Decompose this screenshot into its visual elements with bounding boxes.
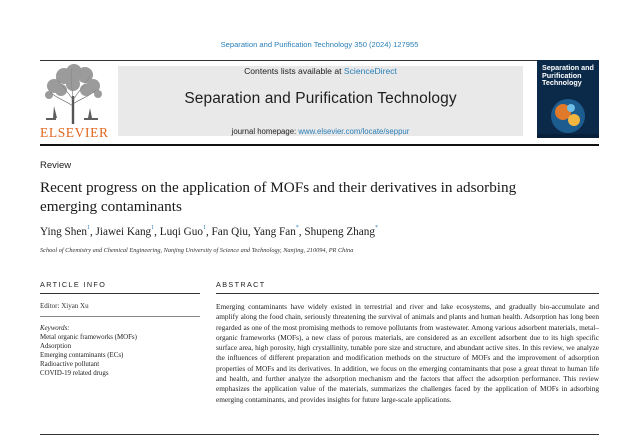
- author-footnote-mark[interactable]: 1: [151, 225, 155, 231]
- author-affiliation: School of Chemistry and Chemical Engineering, Nanjing University of Science and Technology, Nanjing, 210094, PR China: [40, 247, 354, 254]
- corresponding-author-mark[interactable]: *: [374, 225, 378, 231]
- abstract-rule: [216, 293, 599, 294]
- author[interactable]: Ying Shen$^1$: [40, 225, 90, 238]
- keywords-block: [40, 324, 200, 379]
- editor-divider: [40, 316, 200, 317]
- keyword-item: Metal organic frameworks (MOFs): [40, 334, 137, 342]
- sciencedirect-link[interactable]: ScienceDirect: [343, 66, 397, 76]
- keyword-item: Radioactive pollutant: [40, 361, 100, 369]
- author[interactable]: Yang Fan*: [253, 225, 299, 238]
- header-bottom-rule: [40, 144, 599, 146]
- author-list: Ying Shen$^1$, Jiawei Kang$^1$, Luqi Guo$^1$, Fan Qiu, Yang Fan*, Shupeng Zhang*: [40, 225, 378, 238]
- author[interactable]: Fan Qiu: [211, 226, 248, 238]
- publisher-wordmark: ELSEVIER: [40, 125, 109, 140]
- author-footnote-mark[interactable]: 1: [86, 225, 90, 231]
- article-info-heading: ARTICLE INFO: [40, 280, 107, 289]
- paper-title: Recent progress on the application of MOFs and their derivatives in adsorbing emerging contaminants: [40, 179, 517, 215]
- journal-cover-image[interactable]: [537, 60, 599, 138]
- author[interactable]: Jiawei Kang$^1$: [95, 225, 155, 238]
- editor-line: Editor: Xiyan Xu: [40, 302, 89, 310]
- journal-title: Separation and Purification Technology: [184, 90, 457, 107]
- keyword-item: Adsorption: [40, 343, 72, 351]
- journal-homepage-link[interactable]: www.elsevier.com/locate/seppur: [298, 127, 410, 136]
- article-type: Review: [40, 160, 72, 171]
- corresponding-author-mark[interactable]: *: [295, 225, 299, 231]
- author[interactable]: Luqi Guo$^1$: [159, 225, 206, 238]
- author-footnote-mark[interactable]: 1: [202, 225, 206, 231]
- abstract-text: Emerging contaminants have widely existed in terrestrial and river and lake ecosystems, and gradually bio-accumulate and amplify along the food chain, seriously threatening the survival of animals and plants and human health. Adsorption has long been regarded as one of the most promising methods to remove pollutants from wastewater. Among various adsorbent materials, metal–organic frameworks (MOFs), a new class of porous materials, are considered as an excellent adsorbent due to its high specific surface area, high porosity, high crystallinity, tunable pore size and structure, and abundant active sites. In this review, we analyze the influences of different preparation and modification methods on the structure of MOFs and the improvement of adsorption properties of MOFs and its derivatives. In addition, we focus on the emerging contaminants that pose a great threat to human life and health, and further analyze the adsorption mechanism and the factors that affect the adsorption performance. This review emphasizes the application value of the materials, summarizes the challenges faced by the application of MOFs in adsorbing emerging contaminants, and provides insights for future large-scale applications.: [216, 302, 599, 404]
- journal-citation[interactable]: Separation and Purification Technology 350 (2024) 127955: [220, 40, 419, 49]
- keyword-item: COVID-19 related drugs: [40, 370, 109, 378]
- contents-availability-line: [118, 66, 523, 76]
- article-info-rule: [40, 293, 200, 294]
- homepage-prefix: journal homepage:: [231, 127, 299, 136]
- cover-art: [537, 90, 599, 138]
- footer-rule: [40, 434, 599, 435]
- author[interactable]: Shupeng Zhang*: [304, 225, 378, 238]
- keyword-item: Emerging contaminants (ECs): [40, 352, 124, 360]
- contents-prefix: Contents lists available at: [244, 66, 344, 76]
- journal-homepage-line: [118, 127, 523, 136]
- abstract-heading: ABSTRACT: [216, 280, 266, 289]
- header-top-rule: [40, 60, 599, 61]
- cover-title: Separation and Purification Technology: [542, 63, 594, 88]
- elsevier-tree-logo: [40, 62, 106, 126]
- keywords-label: Keywords:: [40, 325, 70, 332]
